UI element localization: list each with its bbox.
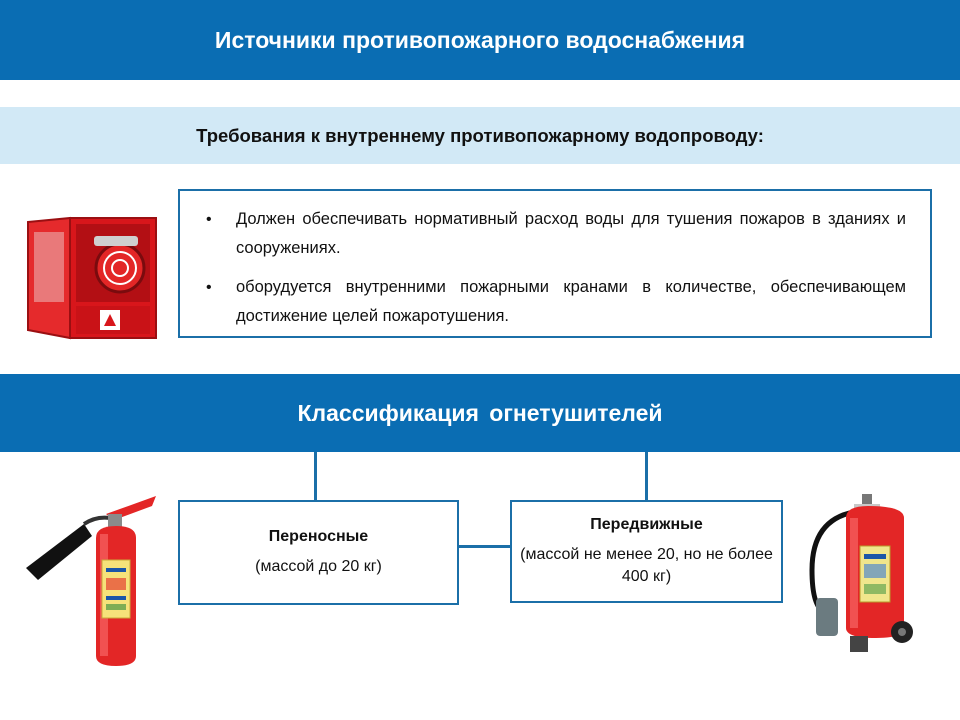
type-box-mobile <box>510 500 783 603</box>
type-name: Передвижные <box>590 515 703 533</box>
classification-heading <box>0 374 960 452</box>
bullet: • <box>206 211 212 228</box>
requirements-box <box>178 189 932 338</box>
type-desc: (массой до 20 кг) <box>255 557 382 575</box>
requirements-heading-text: Требования к внутреннему противопожарному водопроводу: <box>196 124 764 146</box>
connector-horizontal <box>458 545 511 548</box>
requirements-heading <box>0 107 960 164</box>
page-title <box>0 0 960 80</box>
fire-hose-cabinet-icon <box>24 214 162 342</box>
requirement-text: Должен обеспечивать нормативный расход воды для тушения пожаров в зданиях и сооружениях. <box>236 210 906 257</box>
list-item <box>204 273 906 331</box>
requirement-text: оборудуется внутренними пожарными кранами в количестве, обеспечивающем достижение целей пожаротушения. <box>236 278 906 325</box>
type-box-portable <box>178 500 459 605</box>
connector-right-vertical <box>645 452 648 501</box>
list-item <box>204 205 906 263</box>
type-name: Переносные <box>268 527 369 545</box>
wheeled-extinguisher-icon <box>806 490 936 660</box>
type-desc: (массой не менее 20, но не более 400 кг) <box>520 545 773 585</box>
classification-heading-text: Классификация огнетушителей <box>297 399 663 426</box>
portable-extinguisher-icon <box>22 490 162 670</box>
requirements-list <box>204 205 906 331</box>
bullet: • <box>206 279 212 296</box>
page-title-text: Источники противопожарного водоснабжения <box>214 26 746 53</box>
connector-left-vertical <box>314 452 317 501</box>
